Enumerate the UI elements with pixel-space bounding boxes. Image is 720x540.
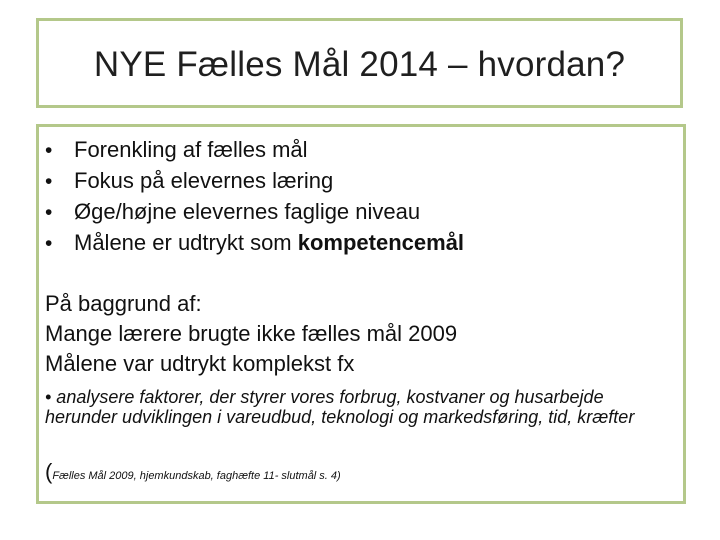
- bullet-dot-icon: •: [45, 170, 53, 193]
- bullet-item: [45, 134, 464, 165]
- source-open-paren: (: [45, 459, 53, 484]
- bullet-dot-icon: •: [45, 232, 53, 255]
- bullet-text: [74, 227, 464, 258]
- bullet-item: [45, 227, 464, 258]
- bullet-text-plain: Målene er udtrykt som: [74, 230, 298, 255]
- bullet-text-bold: kompetencemål: [297, 230, 465, 255]
- bullet-item: [45, 196, 464, 227]
- background-line: På baggrund af:: [45, 291, 202, 316]
- title-placeholder: [36, 18, 683, 108]
- source-citation: [45, 461, 341, 484]
- content-placeholder: [36, 124, 686, 504]
- bullet-dot-icon: •: [45, 139, 53, 162]
- slide-title: NYE Fælles Mål 2014 – hvordan?: [93, 44, 626, 84]
- source-text: Fælles Mål 2009, hjemkundskab, faghæfte 11- slutmål s. 4): [52, 470, 341, 482]
- background-lines: [45, 289, 457, 379]
- bullet-text: Forenkling af fælles mål: [74, 137, 308, 162]
- bullet-text: Fokus på elevernes læring: [74, 168, 334, 193]
- bullet-dot-icon: •: [45, 201, 53, 224]
- background-line: Målene var udtrykt komplekst fx: [45, 351, 355, 376]
- bullet-text: Øge/højne elevernes faglige niveau: [74, 199, 421, 224]
- bullet-item: [45, 165, 464, 196]
- bullet-list: [45, 134, 464, 258]
- background-line: Mange lærere brugte ikke fælles mål 2009: [45, 321, 458, 346]
- example-paragraph: • analysere faktorer, der styrer vores forbrug, kostvaner og husarbejde herunder udviklingen i vareudbud, teknologi og markedsføring, tid, kræfter: [45, 387, 635, 427]
